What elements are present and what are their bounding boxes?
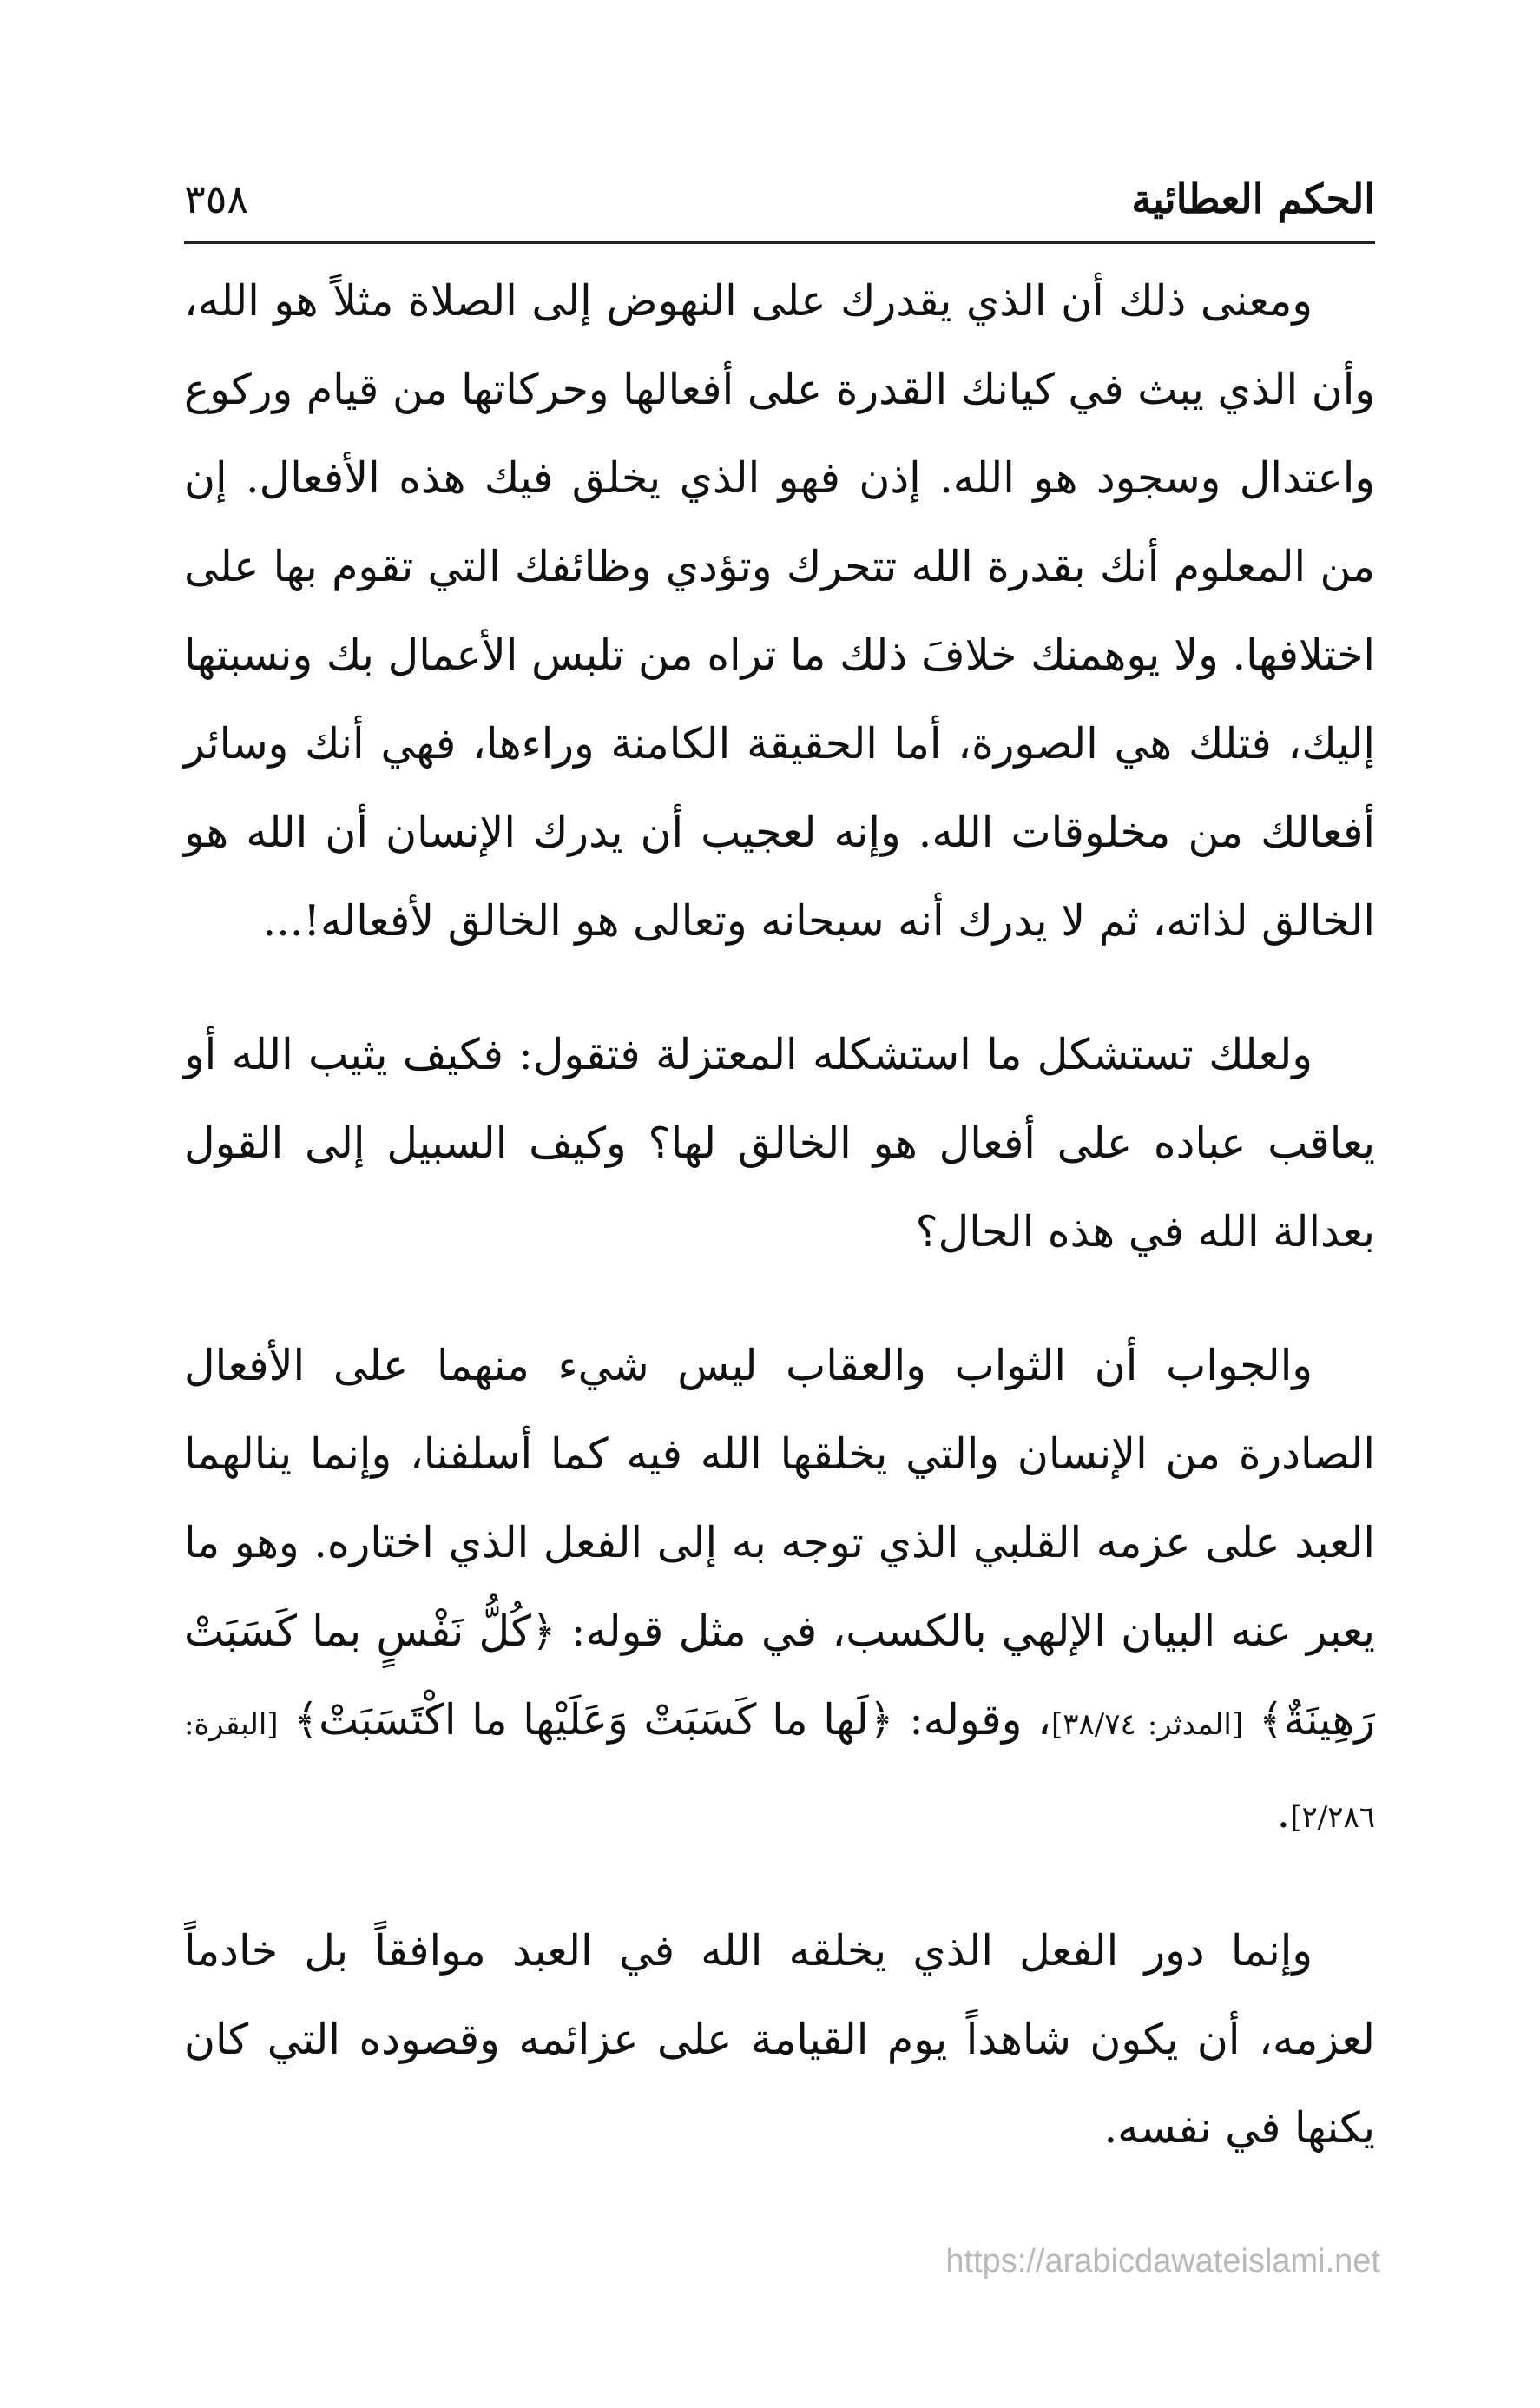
header-divider <box>184 241 1375 244</box>
paragraph-1 <box>184 257 1375 966</box>
paragraph-4 <box>184 1907 1375 2173</box>
website-watermark: https://arabicdawateislami.net <box>945 2243 1380 2279</box>
page-header <box>184 165 1375 243</box>
book-title: الحكم العطائية <box>1131 175 1375 222</box>
paragraph-3-text-before: والجواب أن الثواب والعقاب ليس شيء منهما على الأفعال الصادرة من الإنسان والتي يخلقها الله فيه كما أسلفنا، وإنما ينالهما العبد على عزمه القلبي الذي توجه به إلى الفعل الذي اختاره. وهو ما يعبر عنه البيان الإلهي بالكسب، في مثل قوله: ﴿كُلُّ نَفْسٍ بما كَسَبَتْ رَهِينَةٌ﴾ <box>184 1341 1375 1745</box>
body-text <box>184 257 1375 2173</box>
quran-reference-1: [المدثر: ٣٨/٧٤] <box>1051 1707 1244 1742</box>
paragraph-3-text-after: . <box>1276 1788 1291 1837</box>
paragraph-3-text-middle: ، وقوله: ﴿لَها ما كَسَبَتْ وَعَلَيْها ما اكْتَسَبَتْ﴾ <box>278 1695 1052 1745</box>
paragraph-2-text: ولعلك تستشكل ما استشكله المعتزلة فتقول: فكيف يثيب الله أو يعاقب عباده على أفعال هو الخالق لها؟ وكيف السبيل إلى القول بعدالة الله في هذه الحال؟ <box>184 1030 1375 1257</box>
paragraph-3 <box>184 1322 1375 1862</box>
page-number: ٣٥٨ <box>184 175 249 222</box>
paragraph-4-text: وإنما دور الفعل الذي يخلقه الله في العبد موافقاً بل خادماً لعزمه، أن يكون شاهداً يوم القيامة على عزائمه وقصوده التي كان يكنها في نفسه. <box>184 1926 1375 2153</box>
paragraph-2 <box>184 1011 1375 1277</box>
paragraph-1-text: ومعنى ذلك أن الذي يقدرك على النهوض إلى الصلاة مثلاً هو الله، وأن الذي يبث في كيانك القدرة على أفعالها وحركاتها من قيام وركوع واعتدال وسجود هو الله. إذن فهو الذي يخلق فيك هذه الأفعال. إن من المعلوم أنك بقدرة الله تتحرك وتؤدي وظائفك التي تقوم بها على اختلافها. ولا يوهمنك خلافَ ذلك ما تراه من تلبس الأعمال بك ونسبتها إليك، فتلك هي الصورة، أما الحقيقة الكامنة وراءها، فهي أنك وسائر أفعالك من مخلوقات الله. وإنه لعجيب أن يدرك الإنسان أن الله هو الخالق لذاته، ثم لا يدرك أنه سبحانه وتعالى هو الخالق لأفعاله!... <box>184 276 1375 946</box>
quran-reference-2: [البقرة: ٢/٢٨٦] <box>184 1707 1375 1835</box>
